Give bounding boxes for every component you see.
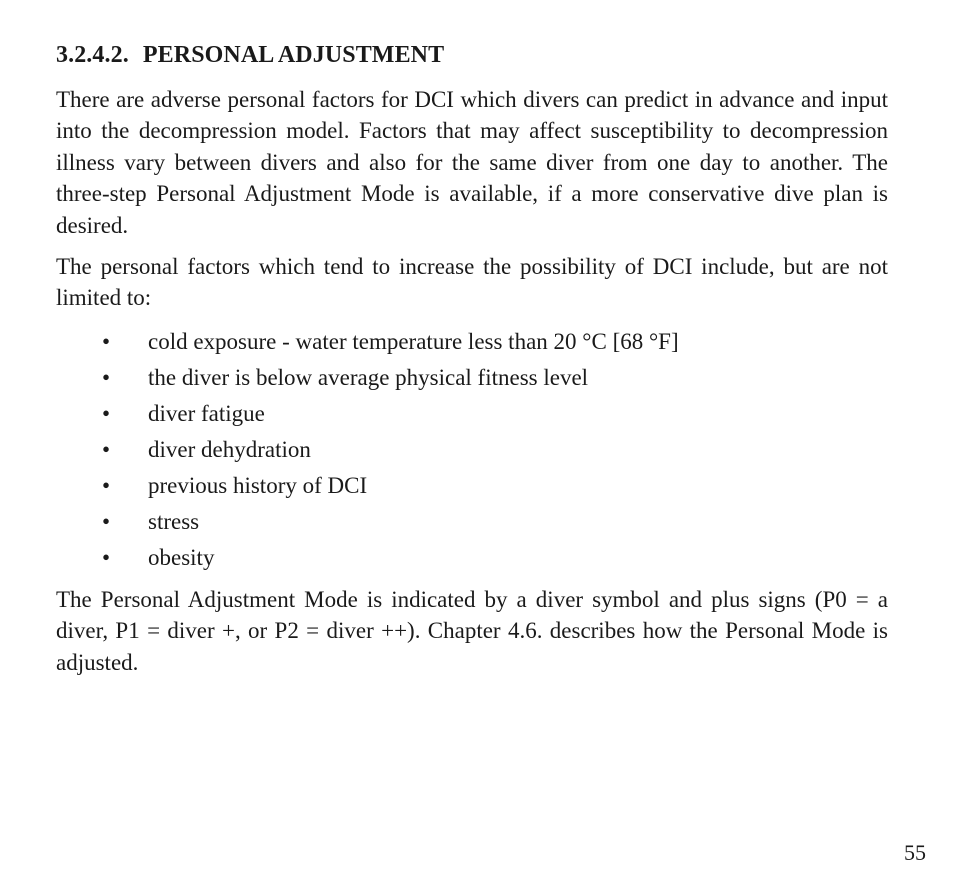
closing-paragraph: The Personal Adjustment Mode is indicated by a diver symbol and plus signs (P0 = a diver, P1 = diver +, or P2 = diver ++). Chapter 4.6. describes how the Personal Mode is adjusted. xyxy=(56,586,888,675)
section-title: PERSONAL ADJUSTMENT xyxy=(142,42,445,68)
list-item-text: obesity xyxy=(148,544,215,570)
intro-paragraph: There are adverse personal factors for DCI which divers can predict in advance and input into the decompression model. Factors that may affect susceptibility to decompression illness vary between divers and also for the same diver from one day to another. The three-step Personal Adjustment Mode is available, if a more conservative dive plan is desired. xyxy=(56,87,888,238)
personal-factors-list xyxy=(56,324,888,576)
list-item-text: diver fatigue xyxy=(148,400,265,426)
list-item xyxy=(56,540,888,576)
bullet-icon: • xyxy=(102,364,111,390)
bullet-icon: • xyxy=(102,544,111,570)
list-item xyxy=(56,396,888,432)
bullet-icon: • xyxy=(102,328,111,354)
list-item-text: diver dehydration xyxy=(148,436,311,462)
section-number: 3.2.4.2. xyxy=(56,42,129,68)
list-item xyxy=(56,324,888,360)
list-item-text: stress xyxy=(148,508,200,534)
page-number: 55 xyxy=(904,840,926,865)
list-item-text: the diver is below average physical fitness level xyxy=(148,364,589,390)
list-item xyxy=(56,360,888,396)
list-item-text: previous history of DCI xyxy=(148,472,368,498)
bullet-icon: • xyxy=(102,400,111,426)
list-item-text: cold exposure - water temperature less than 20 °C [68 °F] xyxy=(148,328,679,354)
factors-lead-paragraph: The personal factors which tend to increase the possibility of DCI include, but are not limited to: xyxy=(56,254,888,311)
list-item xyxy=(56,504,888,540)
list-item xyxy=(56,468,888,504)
document-page xyxy=(56,40,888,688)
bullet-icon: • xyxy=(102,436,111,462)
list-item xyxy=(56,432,888,468)
bullet-icon: • xyxy=(102,508,111,534)
section-heading xyxy=(56,40,888,70)
bullet-icon: • xyxy=(102,472,111,498)
